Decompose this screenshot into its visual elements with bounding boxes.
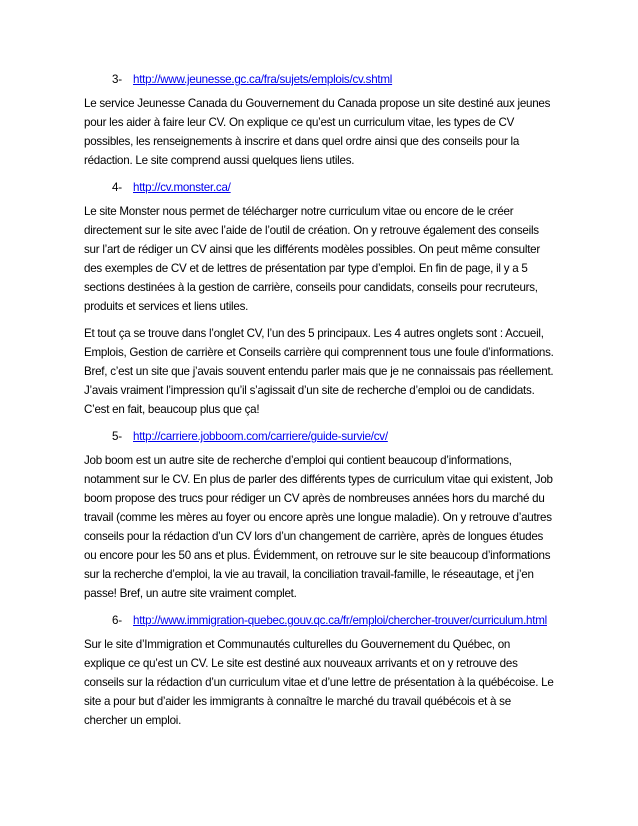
paragraph-monster-1: Le site Monster nous permet de télécharger notre curriculum vitae ou encore de le créer directement sur le site avec l’aide de l’outil de création. On y retrouve également des conseils sur l’art de rédiger un CV ainsi que les différents modèles possibles. On peut même consulter des exemples de CV et de lettres de présentation par type d’emploi. En fin de page, il y a 5 sections destinées à la gestion de carrière, conseils pour candidats, conseils pour recruteurs, produits et services et liens utiles. (84, 205, 540, 313)
list-item-4 (84, 178, 554, 197)
item-number: 3- (112, 73, 122, 86)
list-item-5 (84, 427, 554, 446)
link-jeunesse[interactable]: http://www.jeunesse.gc.ca/fra/sujets/emplois/cv.shtml (133, 73, 393, 86)
link-jobboom[interactable]: http://carriere.jobboom.com/carriere/guide-survie/cv/ (133, 430, 388, 443)
item-number: 5- (112, 430, 122, 443)
list-item-3 (84, 70, 554, 89)
item-number: 6- (112, 614, 122, 627)
list-item-6 (84, 611, 554, 630)
link-immigration-quebec[interactable]: http://www.immigration-quebec.gouv.qc.ca/fr/emploi/chercher-trouver/curriculum.html (133, 614, 547, 627)
paragraph-jobboom: Job boom est un autre site de recherche d’emploi qui contient beaucoup d’informations, notamment sur le CV. En plus de parler des différents types de curriculum vitae qui existent, Job boom propose des trucs pour rédiger un CV après de nombreuses années hors du marché du travail (comme les mères au foyer ou encore après une longue maladie). On y retrouve d’autres conseils pour la rédaction d’un CV lors d’un changement de carrière, après de longues études ou encore pour les 50 ans et plus. Évidemment, on retrouve sur le site beaucoup d’informations sur la recherche d’emploi, la vie au travail, la conciliation travail-famille, le réseautage, et j’en passe! Bref, un autre site vraiment complet. (84, 454, 553, 600)
link-monster[interactable]: http://cv.monster.ca/ (133, 181, 231, 194)
paragraph-immigration-quebec: Sur le site d’Immigration et Communautés culturelles du Gouvernement du Québec, on explique ce qu’est un CV. Le site est destiné aux nouveaux arrivants et on y retrouve des conseils sur la rédaction d’un curriculum vitae et d’une lettre de présentation à la québécoise. Le site a pour but d’aider les immigrants à connaître le marché du travail québécois et à se chercher un emploi. (84, 638, 554, 727)
paragraph-monster-2: Et tout ça se trouve dans l’onglet CV, l’un des 5 principaux. Les 4 autres onglets sont : Accueil, Emplois, Gestion de carrière et Conseils carrière qui comprennent tous une foule d’informations. Bref, c’est un site que j’avais souvent entendu parler mais que je ne connaissais pas réellement. J’avais vraiment l’impression qu’il s’agissait d’un site de recherche d’emploi ou de candidats. C’est en fait, beaucoup plus que ça! (84, 327, 554, 416)
paragraph-jeunesse: Le service Jeunesse Canada du Gouvernement du Canada propose un site destiné aux jeunes pour les aider à faire leur CV. On explique ce qu’est un curriculum vitae, les types de CV possibles, les renseignements à inscrire et dans quel ordre ainsi que des conseils pour la rédaction. Le site comprend aussi quelques liens utiles. (84, 97, 551, 167)
item-number: 4- (112, 181, 122, 194)
document-page (84, 70, 554, 738)
